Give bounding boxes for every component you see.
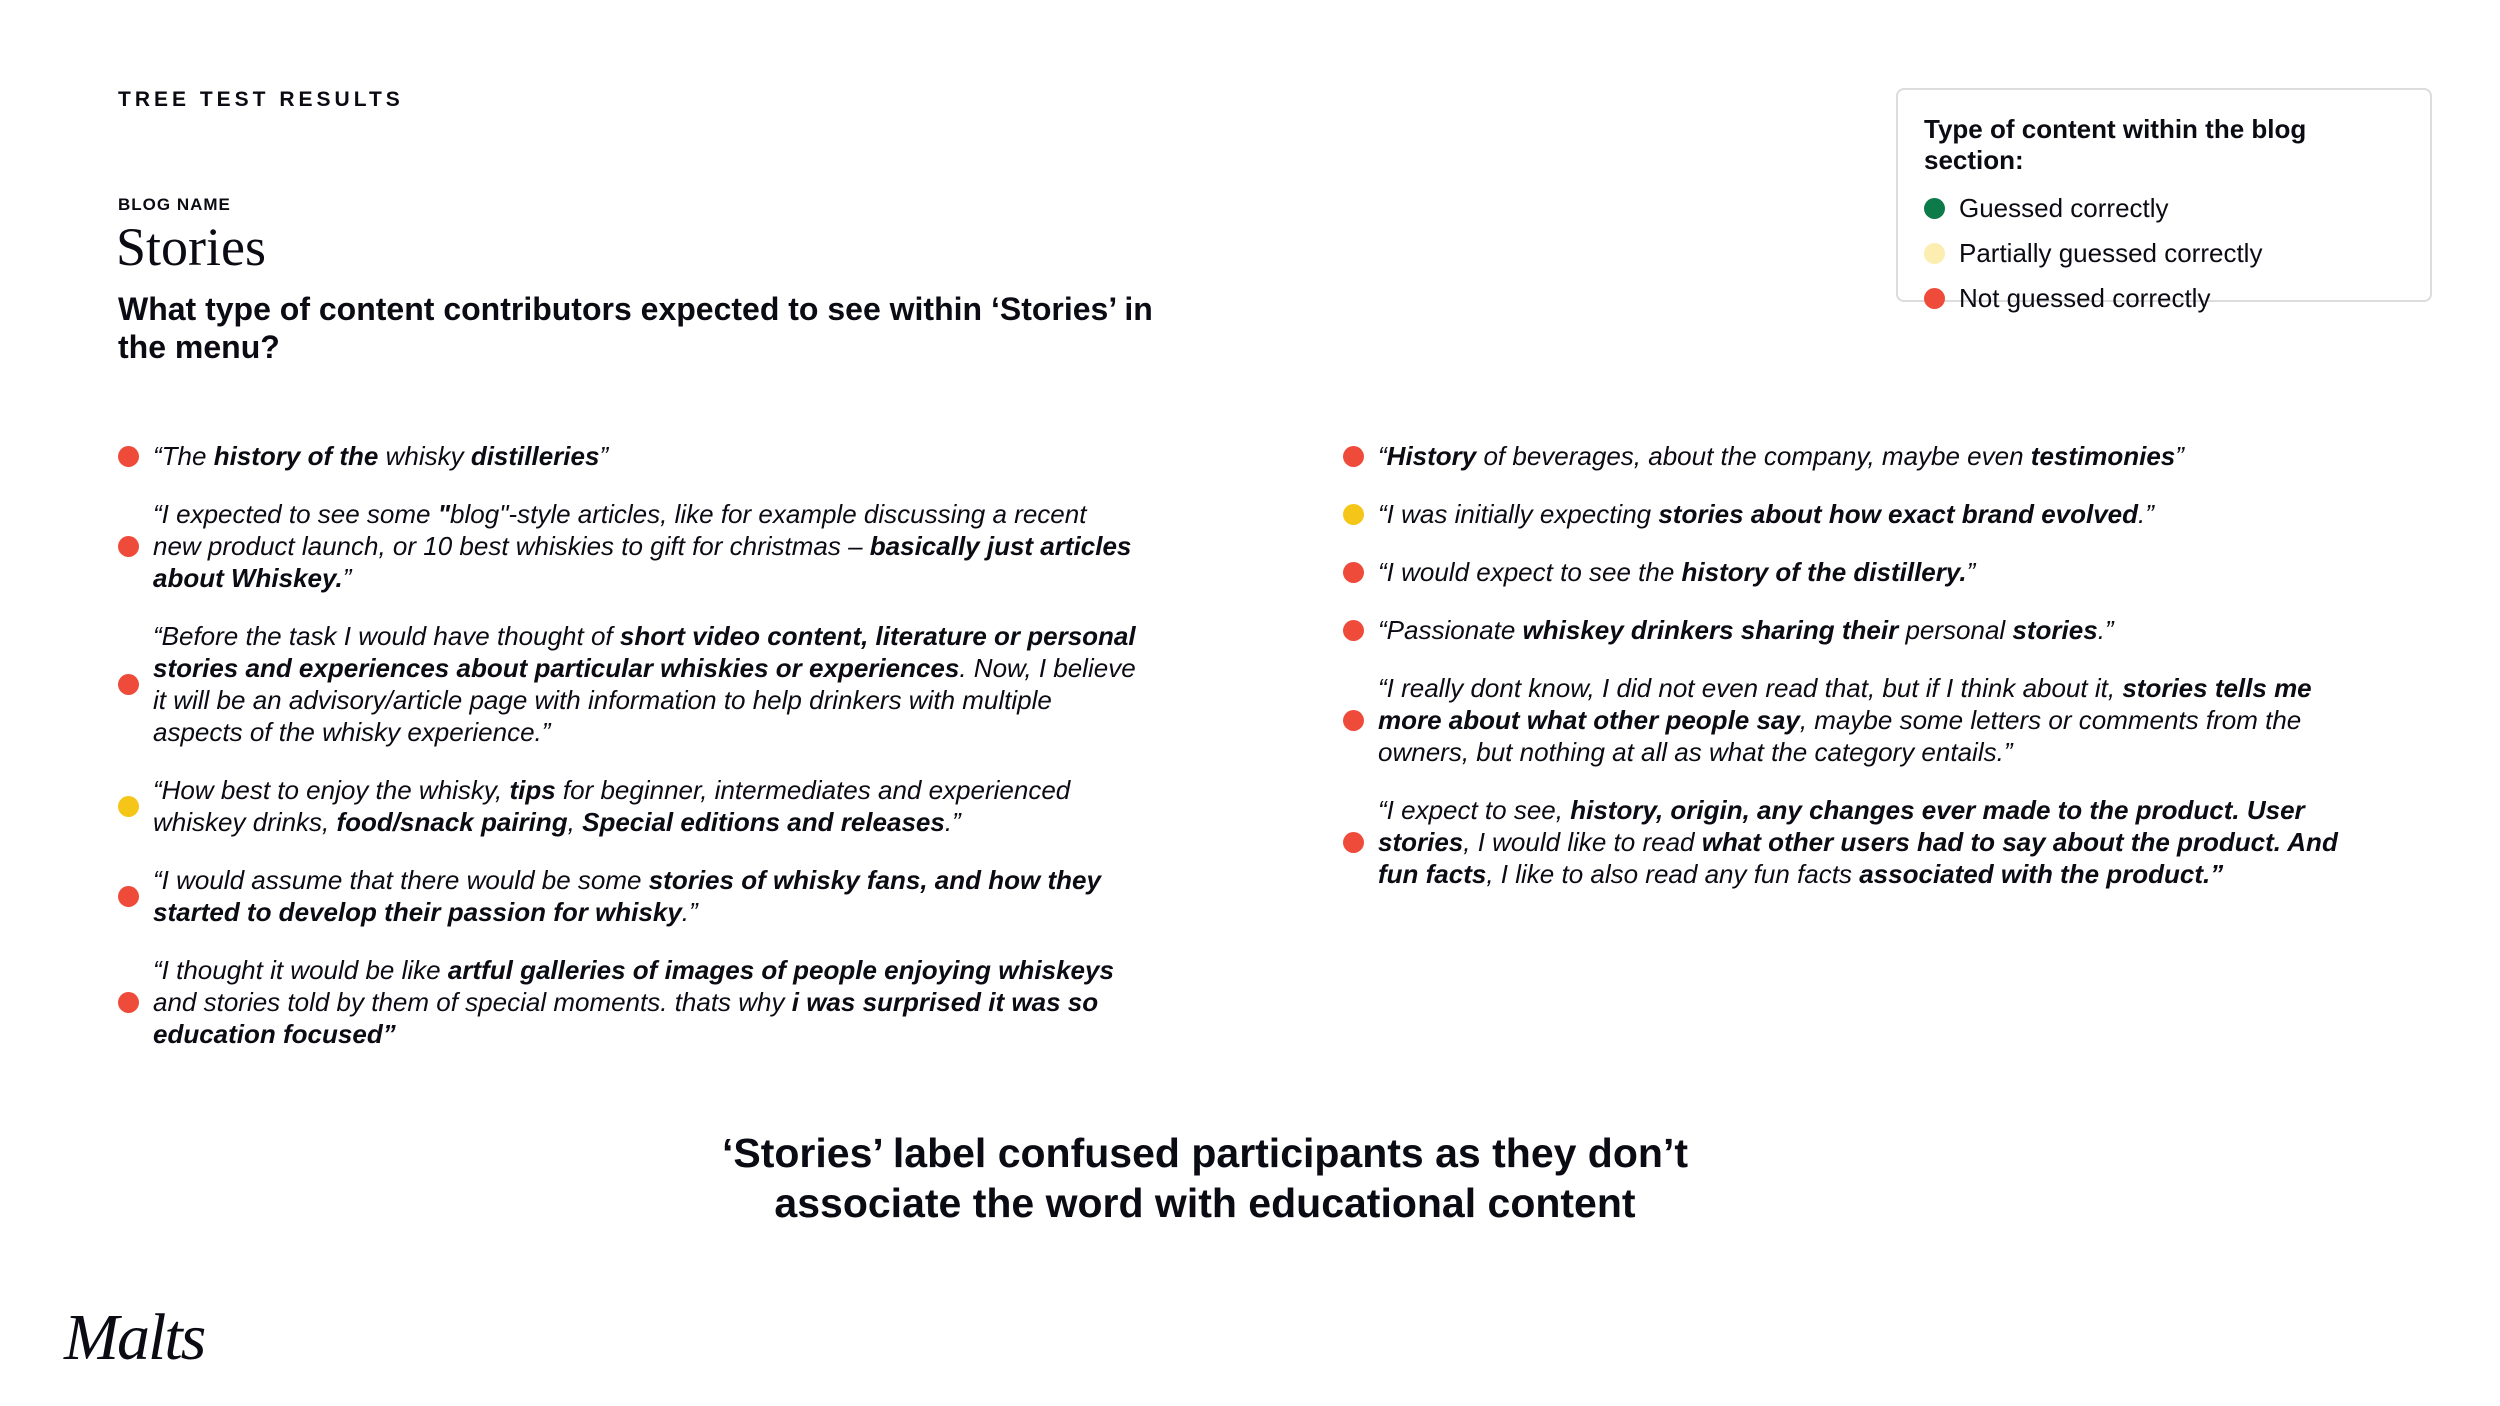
quote-segment: “I would assume that there would be some (153, 865, 649, 895)
status-dot-icon (118, 886, 139, 907)
quote-segment: , maybe some letters or comments from the owners, but nothing at all as what the category entails.” (1378, 705, 2302, 767)
quote-segment: “I expected to see some (153, 499, 438, 529)
quote-item (1343, 614, 2368, 646)
status-dot-icon (118, 536, 139, 557)
quote-segment: short video content, literature or personal stories and experiences about particular whiskies or experiences (153, 621, 1136, 683)
quote-item (1343, 556, 2368, 588)
quote-segment: “The (153, 441, 214, 471)
quote-segment: Special editions and releases (582, 807, 945, 837)
quote-segment: personal (1898, 615, 2013, 645)
quote-text (1378, 614, 2114, 646)
quote-segment: “I was initially expecting (1378, 499, 1659, 529)
blog-name-label: BLOG NAME (118, 195, 231, 214)
quote-segment: for beginner, intermediates and experienced whiskey drinks, (153, 775, 1071, 837)
quote-segment: ” (2175, 441, 2184, 471)
legend-item-incorrect (1924, 276, 2404, 321)
quotes-right-column (1343, 440, 2368, 916)
quote-item (118, 864, 1138, 928)
quote-segment: , I would like to read (1463, 827, 1702, 857)
quote-segment: " (437, 499, 451, 529)
research-question: What type of content contributors expected to see within ‘Stories’ in the menu? (118, 291, 1153, 365)
quote-segment: blog"-style articles, like for example discussing a recent new product launch, or 10 best whiskies to gift for christmas – (153, 499, 1087, 561)
legend-item-correct (1924, 186, 2404, 231)
quote-text (1378, 794, 2368, 890)
quote-segment: testimonies (2030, 441, 2176, 471)
green-dot-icon (1924, 198, 1945, 219)
quote-segment: History (1386, 441, 1477, 471)
quote-segment: stories (2012, 615, 2098, 645)
quote-item (118, 774, 1138, 838)
quote-segment: .” (2097, 615, 2114, 645)
quote-segment: “ (1378, 441, 1387, 471)
quote-segment: stories about how exact brand evolved (1658, 499, 2139, 529)
quote-segment: history of the (213, 441, 379, 471)
quote-segment: .” (2138, 499, 2154, 529)
quote-segment: “I would expect to see the (1378, 557, 1682, 587)
quote-text (1378, 556, 1975, 588)
quote-segment: “I really dont know, I did not even read that, but if I think about it, (1378, 673, 2123, 703)
page-eyebrow: TREE TEST RESULTS (118, 88, 404, 111)
quote-segment: i was surprised it was so education focused” (153, 987, 1099, 1049)
quote-segment: “Before the task I would have thought of (153, 621, 620, 651)
malts-logo: Malts (64, 1301, 205, 1374)
quote-text (153, 440, 608, 472)
status-dot-icon (118, 446, 139, 467)
quote-segment: tips (509, 775, 556, 805)
status-dot-icon (1343, 446, 1364, 467)
quote-segment: . Now, I believe it will be an advisory/article page with information to help drinkers with multiple aspects of the whisky experience.” (153, 653, 1136, 747)
quote-text (1378, 672, 2368, 768)
yellow-dot-icon (1924, 243, 1945, 264)
quotes-left-column (118, 440, 1138, 1076)
quote-segment: food/snack pairing (336, 807, 568, 837)
status-dot-icon (118, 674, 139, 695)
quote-segment: what other users had to say about the product. And fun facts (1378, 827, 2338, 889)
status-dot-icon (1343, 504, 1364, 525)
quote-segment: “How best to enjoy the whisky, (153, 775, 510, 805)
legend-item-label: Not guessed correctly (1959, 283, 2211, 313)
quote-segment: “I thought it would be like (153, 955, 448, 985)
quote-segment: ” (1966, 557, 1976, 587)
status-dot-icon (118, 796, 139, 817)
quote-segment: artful galleries of images of people enjoying whiskeys (447, 955, 1114, 985)
quote-item (1343, 672, 2368, 768)
quote-text (153, 498, 1138, 594)
quote-segment: stories of whisky fans, and how they started to develop their passion for whisky (153, 865, 1101, 927)
quote-text (153, 954, 1138, 1050)
status-dot-icon (1343, 832, 1364, 853)
legend-item-partial (1924, 231, 2404, 276)
quote-segment: associated with the product.” (1859, 859, 2224, 889)
quote-item (118, 620, 1138, 748)
legend-item-label: Guessed correctly (1959, 193, 2169, 223)
status-dot-icon (1343, 562, 1364, 583)
quote-segment: “I expect to see, (1378, 795, 1571, 825)
quote-text (153, 620, 1138, 748)
quote-segment: distilleries (470, 441, 600, 471)
quote-segment: of beverages, about the company, maybe even (1476, 441, 2031, 471)
legend (1896, 88, 2432, 313)
status-dot-icon (1343, 710, 1364, 731)
quote-segment: , (567, 807, 583, 837)
quote-segment: and stories told by them of special moments. thats why (153, 987, 792, 1017)
quote-segment: whiskey drinkers sharing their (1522, 615, 1899, 645)
red-dot-icon (1924, 288, 1945, 309)
quote-text (1378, 440, 2184, 472)
quote-segment: ” (599, 441, 609, 471)
conclusion-statement (0, 1128, 2410, 1228)
conclusion-line-1: ‘Stories’ label confused participants as they don’t (721, 1130, 1688, 1176)
quote-text (153, 774, 1138, 838)
legend-title: Type of content within the blog section: (1924, 114, 2307, 175)
quote-item (1343, 794, 2368, 890)
status-dot-icon (118, 992, 139, 1013)
quote-segment: whisky (378, 441, 471, 471)
quote-segment: , I like to also read any fun facts (1486, 859, 1860, 889)
quote-segment: .” (681, 897, 698, 927)
quote-item (1343, 498, 2368, 530)
blog-name-title: Stories (116, 217, 267, 277)
quote-item (118, 498, 1138, 594)
quote-segment: basically just articles about Whiskey. (153, 531, 1132, 593)
quote-segment: history, origin, any changes ever made to the product. User stories (1378, 795, 2305, 857)
status-dot-icon (1343, 620, 1364, 641)
quote-item (118, 440, 1138, 472)
legend-item-label: Partially guessed correctly (1959, 238, 2263, 268)
quote-segment: “Passionate (1378, 615, 1523, 645)
quote-text (153, 864, 1138, 928)
quote-item (118, 954, 1138, 1050)
quote-segment: ” (342, 563, 352, 593)
quote-item (1343, 440, 2368, 472)
quote-text (1378, 498, 2154, 530)
quote-segment: .” (944, 807, 961, 837)
quote-segment: stories tells me more about what other people say (1378, 673, 2312, 735)
conclusion-line-2: associate the word with educational content (774, 1180, 1636, 1226)
quote-segment: history of the distillery. (1681, 557, 1967, 587)
